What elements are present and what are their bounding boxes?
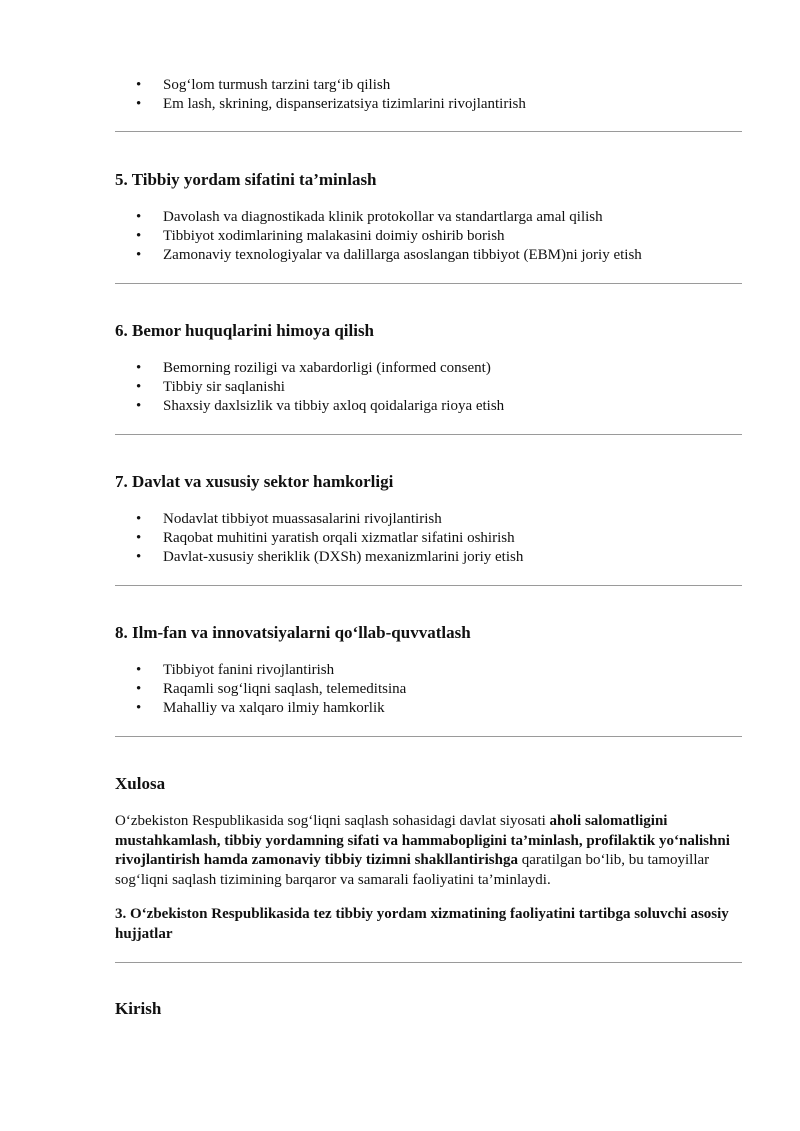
- conclusion-text-emphasis: aholi salomatligini mustahkamlash, tibbiy yordamning sifati va hammabopligini ta’minlash, profilaktik yo‘nalishni rivojlantirish hamda zamonaviy tibbiy tizimni shakllantirishga: [115, 813, 730, 868]
- list-item: • Sog‘lom turmush tarzini targ‘ib qilish: [136, 76, 526, 95]
- top-bullet-list: [136, 76, 526, 114]
- list-item: • Zamonaviy texnologiyalar va dalillarga asoslangan tibbiyot (EBM)ni joriy etish: [136, 246, 642, 265]
- horizontal-divider: [115, 736, 742, 737]
- horizontal-divider: [115, 585, 742, 586]
- section-6-list: [136, 359, 504, 416]
- section-8-list: [136, 661, 406, 718]
- next-section-title: 3. O‘zbekiston Respublikasida tez tibbiy yordam xizmatining faoliyatini tartibga soluvchi asosiy hujjatlar: [115, 906, 729, 942]
- section-5-list: [136, 208, 642, 265]
- section-5-heading: 5. Tibbiy yordam sifatini ta’minlash: [115, 170, 377, 189]
- conclusion-paragraph: [115, 812, 745, 890]
- section-7-heading: 7. Davlat va xususiy sektor hamkorligi: [115, 472, 394, 491]
- horizontal-divider: [115, 962, 742, 963]
- conclusion-text-end: qaratilgan bo‘lib, bu tamoyillar sog‘liqni saqlash tizimining barqaror va samarali faoliyatini ta’minlaydi.: [115, 852, 710, 888]
- list-item: • Mahalliy va xalqaro ilmiy hamkorlik: [136, 699, 406, 718]
- list-item: • Nodavlat tibbiyot muassasalarini rivojlantirish: [136, 510, 523, 529]
- horizontal-divider: [115, 434, 742, 435]
- list-item: • Shaxsiy daxlsizlik va tibbiy axloq qoidalariga rioya etish: [136, 397, 504, 416]
- section-6-heading: 6. Bemor huquqlarini himoya qilish: [115, 321, 375, 340]
- list-item: • Raqamli sog‘liqni saqlash, telemeditsina: [136, 680, 406, 699]
- section-8-heading: 8. Ilm-fan va innovatsiyalarni qo‘llab-quvvatlash: [115, 623, 471, 642]
- horizontal-divider: [115, 283, 742, 284]
- list-item: • Tibbiy sir saqlanishi: [136, 378, 504, 397]
- list-item: • Tibbiyot xodimlarining malakasini doimiy oshirib borish: [136, 227, 642, 246]
- horizontal-divider: [115, 131, 742, 132]
- conclusion-text-intro: O‘zbekiston Respublikasida sog‘liqni saqlash sohasidagi davlat siyosati: [115, 813, 550, 829]
- list-item: • Davolash va diagnostikada klinik protokollar va standartlarga amal qilish: [136, 208, 642, 227]
- list-item: • Tibbiyot fanini rivojlantirish: [136, 661, 406, 680]
- list-item: • Davlat-xususiy sheriklik (DXSh) mexanizmlarini joriy etish: [136, 548, 523, 567]
- section-7-list: [136, 510, 523, 567]
- list-item: • Em lash, skrining, dispanserizatsiya tizimlarini rivojlantirish: [136, 95, 526, 114]
- intro-heading: Kirish: [115, 999, 162, 1018]
- list-item: • Raqobat muhitini yaratish orqali xizmatlar sifatini oshirish: [136, 529, 523, 548]
- conclusion-heading: Xulosa: [115, 774, 166, 793]
- list-item: • Bemorning roziligi va xabardorligi (informed consent): [136, 359, 504, 378]
